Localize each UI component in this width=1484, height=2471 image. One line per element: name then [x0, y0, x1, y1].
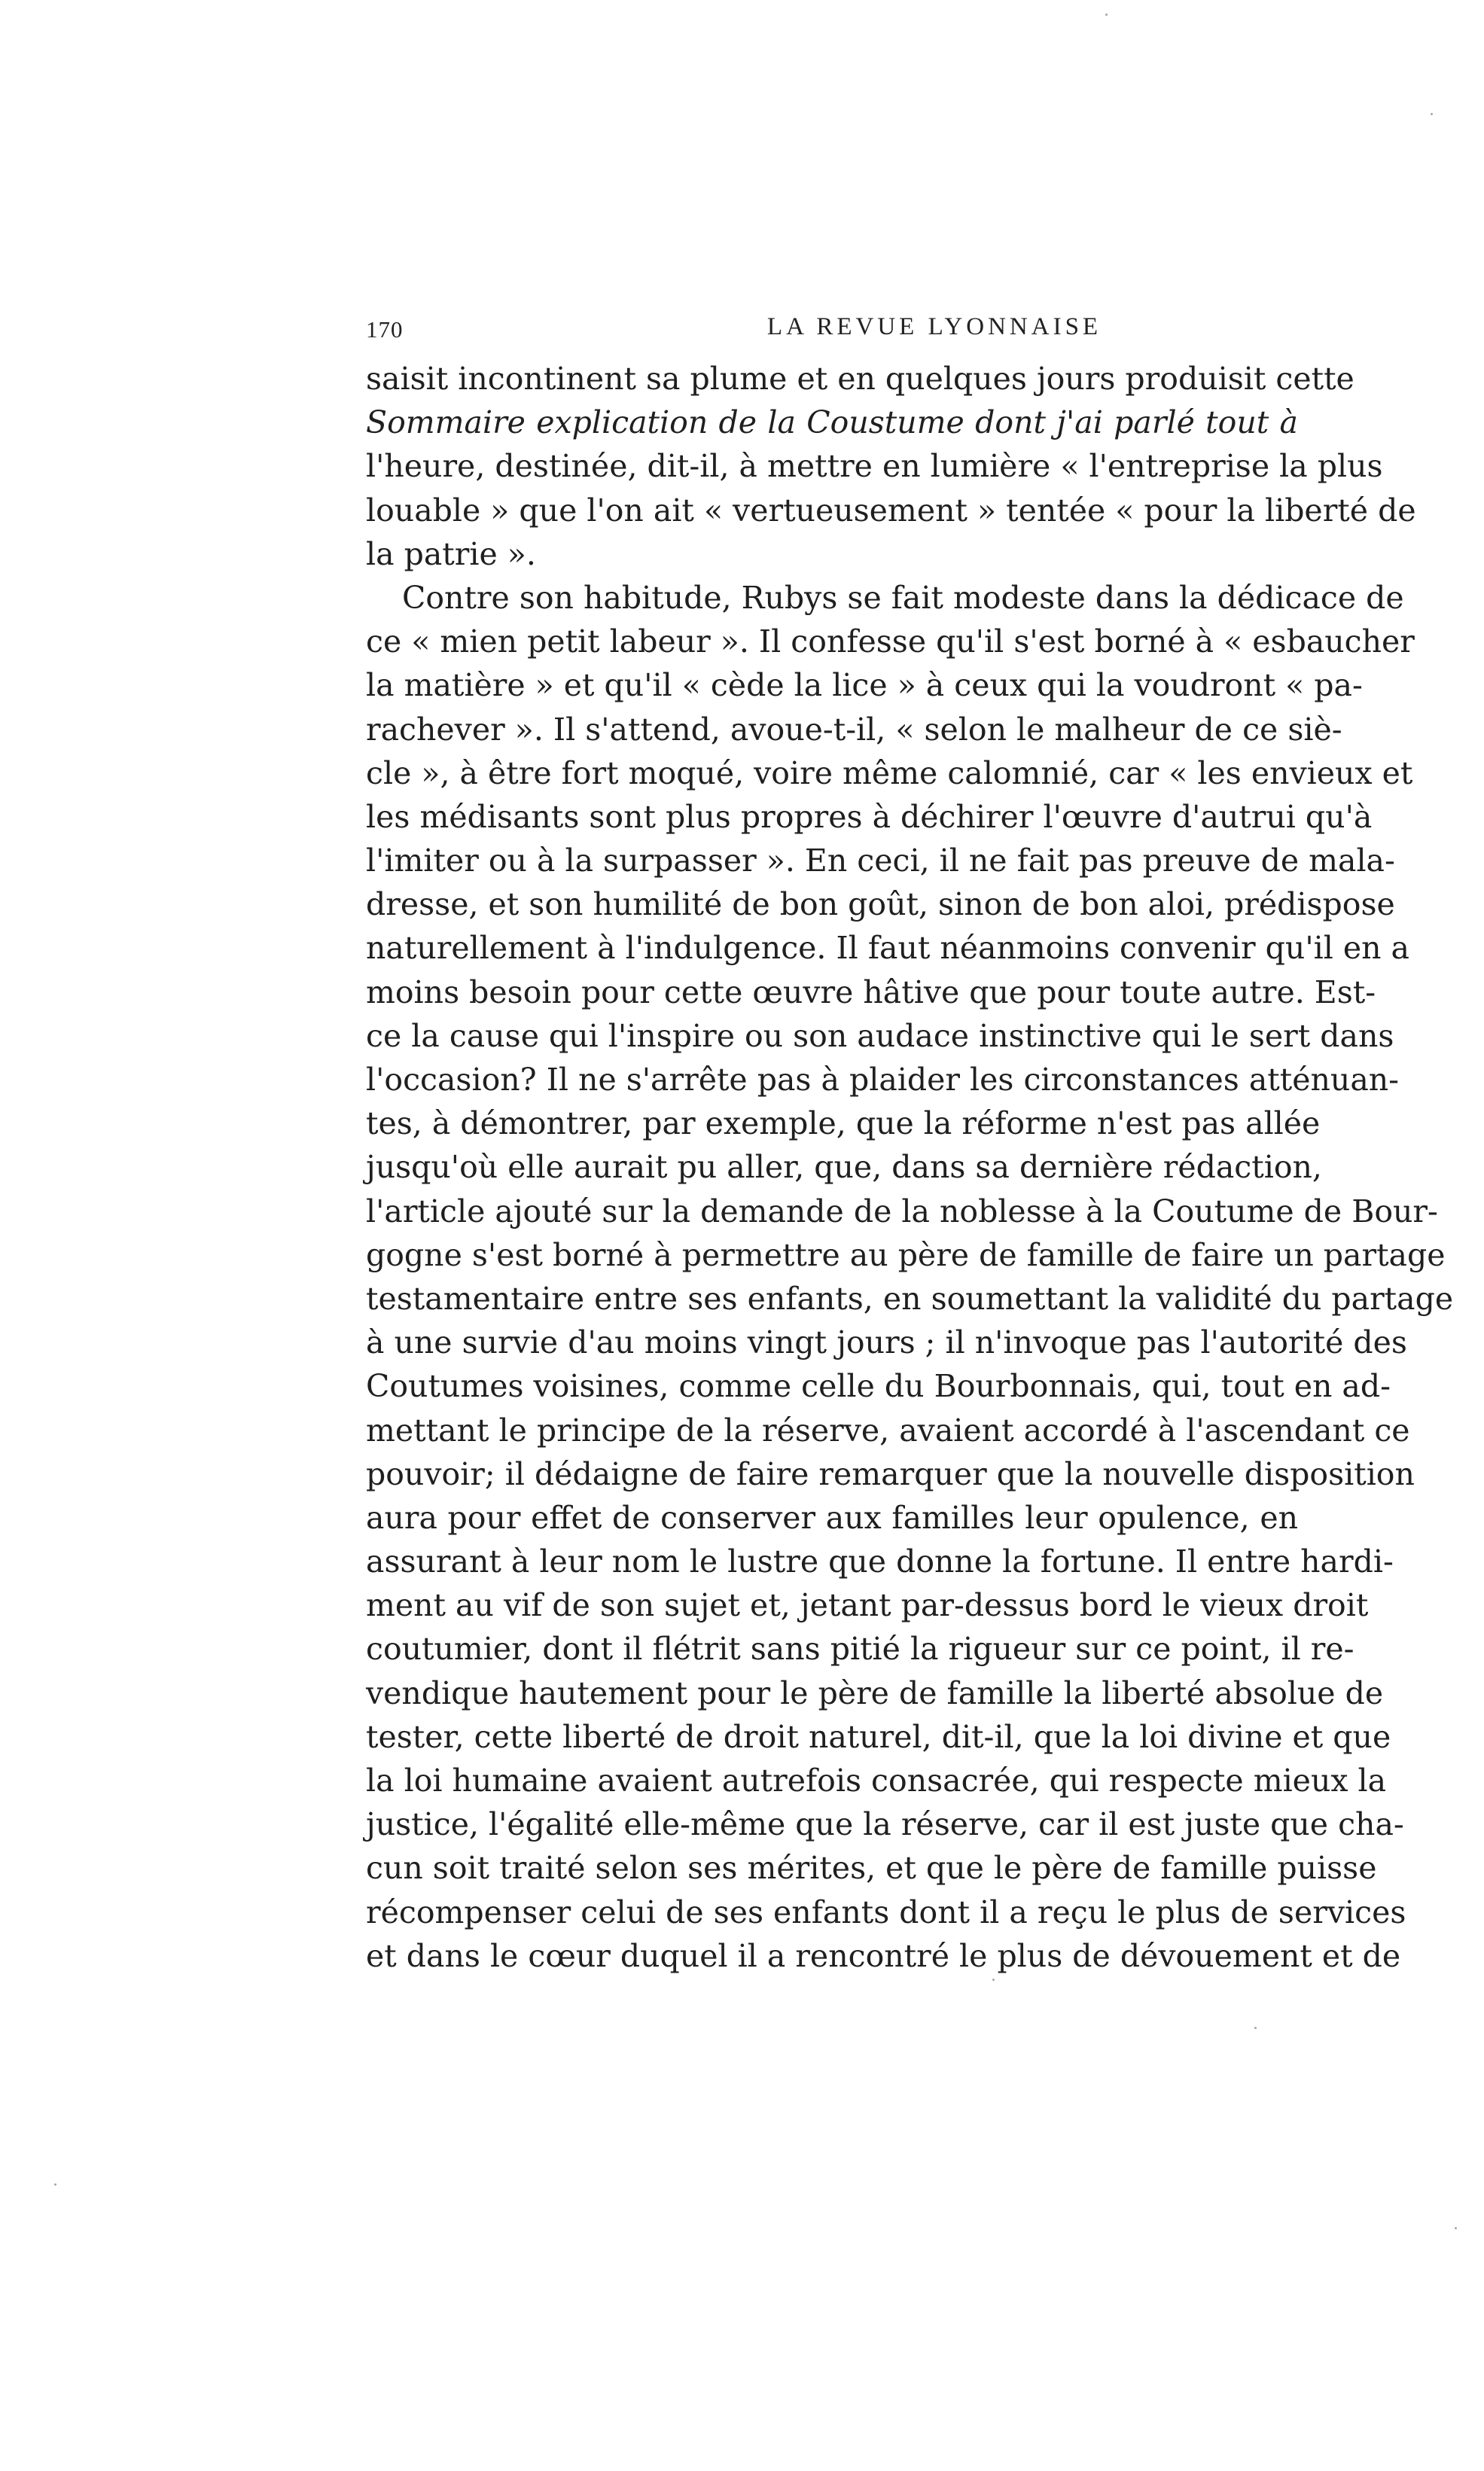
text-line: moins besoin pour cette œuvre hâtive que pour toute autre. Est-: [366, 973, 1376, 1010]
text-line: tes, à démontrer, par exemple, que la réforme n'est pas allée: [366, 1105, 1321, 1142]
text-line: cle », à être fort moqué, voire même calomnié, car « les envieux et: [366, 754, 1413, 791]
text-line: les médisants sont plus propres à déchirer l'œuvre d'autrui qu'à: [366, 798, 1373, 835]
text-line: à une survie d'au moins vingt jours ; il n'invoque pas l'autorité des: [366, 1324, 1407, 1361]
text-line: aura pour effet de conserver aux familles leur opulence, en: [366, 1499, 1298, 1536]
text-line: justice, l'égalité elle-même que la réserve, car il est juste que cha-: [366, 1806, 1404, 1843]
text-line: gogne s'est borné à permettre au père de famille de faire un partage: [366, 1236, 1446, 1273]
text-line: ce « mien petit labeur ». Il confesse qu'il s'est borné à « esbaucher: [366, 623, 1415, 660]
page-header: [366, 307, 1277, 352]
text-line: pouvoir; il dédaigne de faire remarquer que la nouvelle disposition: [366, 1455, 1415, 1492]
text-line: tester, cette liberté de droit naturel, dit-il, que la loi divine et que: [366, 1718, 1391, 1755]
text-line: louable » que l'on ait « vertueusement » tentée « pour la liberté de: [366, 492, 1416, 529]
text-line: coutumier, dont il flétrit sans pitié la rigueur sur ce point, il re-: [366, 1631, 1354, 1668]
body-text: [366, 357, 1454, 1978]
text-line: mettant le principe de la réserve, avaient accordé à l'ascendant ce: [366, 1412, 1410, 1449]
text-line: dresse, et son humilité de bon goût, sinon de bon aloi, prédispose: [366, 886, 1395, 923]
text-line: jusqu'où elle aurait pu aller, que, dans sa dernière rédaction,: [366, 1149, 1322, 1186]
paper-speckle: [1431, 113, 1433, 115]
text-line: naturellement à l'indulgence. Il faut néanmoins convenir qu'il en a: [366, 930, 1409, 967]
text-line: l'occasion? Il ne s'arrête pas à plaider les circonstances atténuan-: [366, 1062, 1400, 1098]
text-line: vendique hautement pour le père de famille la liberté absolue de: [366, 1674, 1384, 1711]
text-line: et dans le cœur duquel il a rencontré le plus de dévouement et de: [366, 1937, 1401, 1974]
text-line: ment au vif de son sujet et, jetant par-dessus bord le vieux droit: [366, 1587, 1369, 1624]
text-line: ce la cause qui l'inspire ou son audace instinctive qui le sert dans: [366, 1017, 1394, 1054]
page-number: 170: [366, 316, 404, 343]
text-line: récompenser celui de ses enfants dont il a reçu le plus de services: [366, 1894, 1406, 1930]
text-line: testamentaire entre ses enfants, en soumettant la validité du partage: [366, 1280, 1454, 1317]
text-line: cun soit traité selon ses mérites, et que le père de famille puisse: [366, 1850, 1377, 1887]
paper-speckle: [1455, 2227, 1457, 2229]
text-line: rachever ». Il s'attend, avoue-t-il, « selon le malheur de ce siè-: [366, 711, 1342, 748]
text-line: saisit incontinent sa plume et en quelques jours produisit cette: [366, 361, 1354, 397]
paper-speckle: [1254, 2027, 1257, 2029]
text-line: l'article ajouté sur la demande de la noblesse à la Coutume de Bour-: [366, 1193, 1438, 1229]
text-line: l'heure, destinée, dit-il, à mettre en lumière « l'entreprise la plus: [366, 448, 1383, 485]
paper-speckle: [1105, 14, 1108, 16]
text-line: Coutumes voisines, comme celle du Bourbonnais, qui, tout en ad-: [366, 1368, 1391, 1405]
paper-speckle: [992, 1979, 995, 1981]
paper-speckle: [54, 2183, 56, 2186]
text-line: assurant à leur nom le lustre que donne la fortune. Il entre hardi-: [366, 1543, 1394, 1580]
text-line: la loi humaine avaient autrefois consacrée, qui respecte mieux la: [366, 1763, 1387, 1799]
paragraph-first-line: Contre son habitude, Rubys se fait modeste dans la dédicace de: [402, 579, 1404, 616]
text-line: Sommaire explication de la Coustume dont j'ai parlé tout à: [366, 404, 1298, 441]
text-line: la patrie ».: [366, 535, 536, 572]
running-title: LA REVUE LYONNAISE: [766, 313, 1102, 340]
text-line: l'imiter ou à la surpasser ». En ceci, il ne fait pas preuve de mala-: [366, 842, 1395, 879]
text-line: la matière » et qu'il « cède la lice » à ceux qui la voudront « pa-: [366, 667, 1363, 704]
